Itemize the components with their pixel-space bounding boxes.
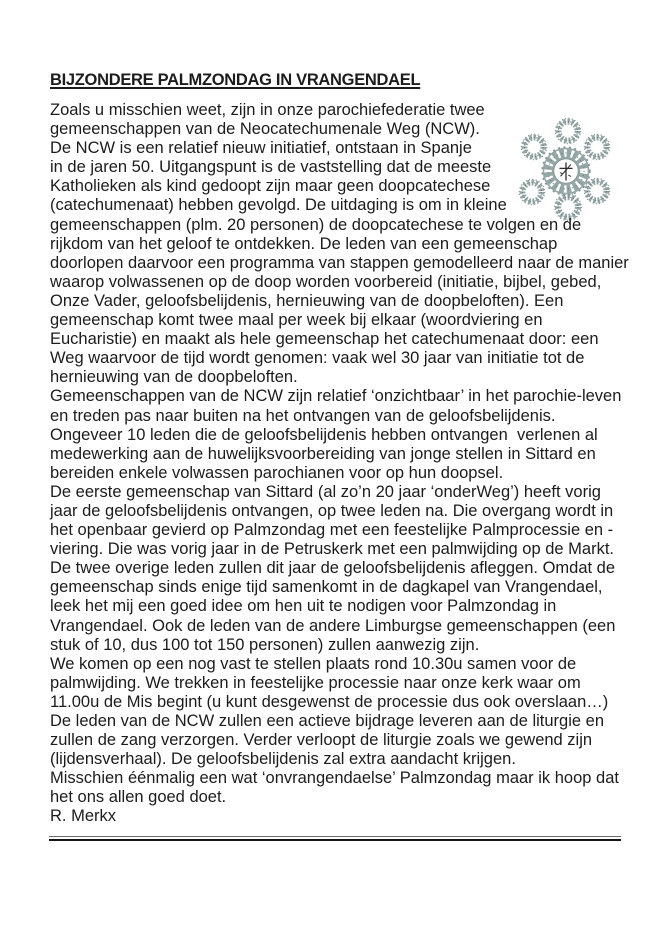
text-line: Onze Vader, geloofsbelijdenis, hernieuwing van de doopbeloften). Een: [50, 291, 564, 310]
text-line: gemeenschap komt twee maal per week bij elkaar (woordviering en: [50, 311, 543, 330]
text-line: De twee overige leden zullen dit jaar de geloofsbelijdenis afleggen. Omdat de: [50, 559, 616, 578]
text-line: Gemeenschappen van de NCW zijn relatief ‘onzichtbaar’ in het parochie-leven: [50, 387, 622, 406]
text-line: gemeenschappen van de Neocatechumenale Weg (NCW).: [50, 120, 480, 139]
text-line: Misschien éénmalig een wat ‘onvrangendaelse’ Palmzondag maar ik hoop dat: [50, 769, 619, 788]
text-line: (catechumenaat) hebben gevolgd. De uitdaging is om in kleine: [50, 196, 507, 215]
text-line: De leden van de NCW zullen een actieve bijdrage leveren aan de liturgie en: [50, 712, 605, 730]
text-line: Eucharistie) en maakt als hele gemeenschap het catechumenaat door: een: [50, 330, 599, 349]
text-line: palmwijding. We trekken in feestelijke processie naar onze kerk waar om: [50, 673, 581, 692]
text-line: rijkdom van het geloof te ontdekken. De leden van een gemeenschap: [50, 234, 558, 253]
text-line: stuk of 10, dus 100 tot 150 personen) zullen aanwezig zijn.: [50, 635, 480, 654]
text-line: We komen op een nog vast te stellen plaats rond 10.30u samen voor de: [50, 654, 577, 673]
text-line: het ons allen goed doet.: [50, 788, 227, 807]
document-title: BIJZONDERE PALMZONDAG IN VRANGENDAEL: [50, 71, 421, 89]
text-line: viering. Die was vorig jaar in de Petruskerk met een palmwijding op de Markt.: [50, 540, 614, 559]
text-line: De NCW is een relatief nieuw initiatief, ontstaan in Spanje: [50, 139, 472, 158]
text-line: (lijdensverhaal). De geloofsbelijdenis zal extra aandacht krijgen.: [50, 750, 516, 769]
text-line: waarop volwassenen op de doop worden voorbereid (initiatie, bijbel, gebed,: [50, 272, 602, 291]
text-line: medewerking aan de huwelijksvoorbereiding van jonge stellen in Sittard en: [50, 444, 596, 463]
text-line: Ongeveer 10 leden die de geloofsbelijdenis hebben ontvangen verlenen al: [50, 425, 598, 444]
text-line: leek het mij een goed idee om hen uit te nodigen voor Palmzondag in: [50, 597, 557, 616]
text-line: Katholieken als kind gedoopt zijn maar geen doopcatechese: [50, 177, 491, 196]
text-line: Vrangendael. Ook de leden van de andere Limburgse gemeenschappen (een: [50, 616, 616, 635]
text-line: bereiden enkele volwassen parochianen voor op hun doopsel.: [50, 463, 504, 482]
text-line: 11.00u de Mis begint (u kunt desgewenst de processie dus ook overslaan…): [50, 692, 609, 711]
text-line: gemeenschappen (plm. 20 personen) de doopcatechese te volgen en de: [50, 215, 582, 234]
body-text: [50, 101, 629, 807]
text-line: en treden pas naar buiten na het ontvangen van de geloofsbelijdenis.: [50, 406, 556, 425]
text-line: gemeenschap sinds enige tijd samenkomt in de dagkapel van Vrangendael,: [50, 578, 603, 597]
text-line: het openbaar gevierd op Palmzondag met een feestelijke Palmprocessie en -: [50, 521, 614, 540]
text-line: Weg waarvoor de tijd wordt genomen: vaak wel 30 jaar van initiatie tot de: [50, 349, 585, 368]
text-line: in de jaren 50. Uitgangspunt is de vaststelling dat de meeste: [50, 158, 492, 177]
text-line: zullen de zang verzorgen. Verder verloopt de liturgie zoals we gewend zijn: [50, 731, 593, 750]
text-line: jaar de geloofsbelijdenis ontvangen, op twee leden na. Die overgang wordt in: [50, 501, 614, 520]
text-line: Zoals u misschien weet, zijn in onze parochiefederatie twee: [50, 101, 485, 119]
footer-double-rule: [49, 836, 621, 841]
signature: R. Merkx: [50, 807, 116, 825]
text-line: hernieuwing van de doopbeloften.: [50, 368, 298, 387]
text-line: doorlopen daarvoor een programma van stappen gemodelleerd naar de manier: [50, 253, 629, 272]
text-line: De eerste gemeenschap van Sittard (al zo’n 20 jaar ‘onderWeg’) heeft vorig: [50, 482, 601, 501]
